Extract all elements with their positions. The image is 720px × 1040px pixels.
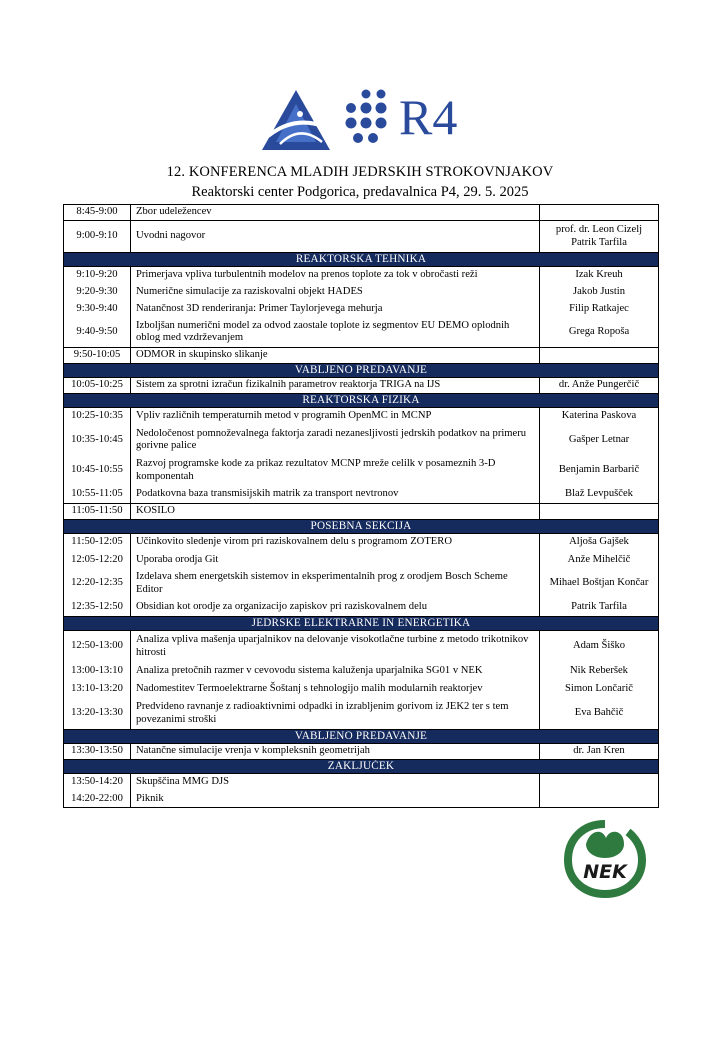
talk-title: Primerjava vpliva turbulentnih modelov na prenos toplote za tok v obročasti reži <box>136 269 478 281</box>
section-title: REAKTORSKA FIZIKA <box>64 394 659 408</box>
speaker-name: Jakob Justin <box>572 285 626 297</box>
time-slot: 10:45-10:55 <box>71 464 123 476</box>
speaker-name: Filip Ratkajec <box>569 302 629 314</box>
time-slot: 12:35-12:50 <box>71 601 123 613</box>
time-cell <box>64 631 131 730</box>
speaker-name: Patrik Tarfila <box>571 601 627 613</box>
talk-group-row <box>64 774 659 808</box>
talk-title: Natančnost 3D renderiranja: Primer Taylorjevega mehurja <box>136 302 383 314</box>
time-slot: 10:35-10:45 <box>71 434 123 446</box>
speaker-cell <box>540 408 659 504</box>
talk-title-cell: Zbor udeležencev <box>131 205 540 221</box>
time-slot: 10:25-10:35 <box>71 410 123 422</box>
time-slot: 13:50-14:20 <box>71 776 123 788</box>
talk-title-cell: Sistem za sprotni izračun fizikalnih parametrov reaktorja TRIGA na IJS <box>131 378 540 394</box>
speaker-name: Blaž Levpušček <box>565 488 633 500</box>
schedule-table <box>63 204 659 808</box>
section-header-row <box>64 730 659 744</box>
talk-group-row <box>64 408 659 504</box>
talk-title: Analiza pretočnih razmer v cevovodu sistema kaluženja uparjalnika SG01 v NEK <box>136 664 483 676</box>
talk-title: Podatkovna baza transmisijskih matrik za transport nevtronov <box>136 488 399 500</box>
time-slot: 13:20-13:30 <box>71 707 123 719</box>
time-cell <box>64 408 131 504</box>
speaker-name: Eva Bahčič <box>574 707 624 719</box>
speaker-name <box>542 791 656 808</box>
speaker-name: Nik Reberšek <box>570 664 628 676</box>
talk-group-row <box>64 267 659 348</box>
schedule-row <box>64 744 659 760</box>
section-title: VABLJENO PREDAVANJE <box>64 364 659 378</box>
page-title: 12. KONFERENCA MLADIH JEDRSKIH STROKOVNJAKOV <box>166 164 554 180</box>
speaker-name: Izak Kreuh <box>575 269 623 281</box>
speaker-name: Aljoša Gajšek <box>569 536 629 548</box>
schedule-row <box>64 348 659 364</box>
speaker-name <box>542 774 656 791</box>
nek-logo-icon <box>562 818 648 898</box>
speaker-cell <box>540 631 659 730</box>
section-header-row <box>64 364 659 378</box>
speaker-cell <box>540 267 659 348</box>
section-header-row <box>64 394 659 408</box>
talk-title: Predvideno ravnanje z radioaktivnimi odpadki in izrabljenim gorivom iz JEK2 ter s tem povezanimi stroški <box>136 701 509 725</box>
speaker-cell <box>540 205 659 221</box>
time-cell: 10:05-10:25 <box>64 378 131 394</box>
time-cell: 11:05-11:50 <box>64 504 131 520</box>
time-slot: 11:50-12:05 <box>71 536 123 548</box>
speaker-cell <box>540 348 659 364</box>
talk-title: Numerične simulacije za raziskovalni objekt HADES <box>136 285 363 297</box>
section-header-row <box>64 520 659 534</box>
r4-logo-text: R4 <box>399 89 458 145</box>
talk-title: Uporaba orodja Git <box>136 553 219 565</box>
talk-group-row <box>64 534 659 617</box>
speaker-name: Anže Mihelčič <box>567 553 631 565</box>
section-header-row <box>64 760 659 774</box>
schedule-row <box>64 378 659 394</box>
schedule-row <box>64 504 659 520</box>
time-slot: 12:05-12:20 <box>71 553 123 565</box>
speaker-name: Gašper Letnar <box>568 434 630 446</box>
talk-title-cell <box>131 774 540 808</box>
talk-group-row <box>64 631 659 730</box>
section-title: JEDRSKE ELEKTRARNE IN ENERGETIKA <box>64 617 659 631</box>
time-cell: 9:50-10:05 <box>64 348 131 364</box>
section-title: POSEBNA SEKCIJA <box>64 520 659 534</box>
time-slot: 14:20-22:00 <box>71 792 123 804</box>
talk-title: Vpliv različnih temperaturnih metod v programih OpenMC in MCNP <box>136 410 432 422</box>
schedule-body <box>64 205 659 808</box>
time-cell <box>64 267 131 348</box>
talk-title-cell: Natančne simulacije vrenja v kompleksnih geometrijah <box>131 744 540 760</box>
schedule-row <box>64 221 659 253</box>
speaker-name: Mihael Boštjan Končar <box>549 577 649 589</box>
section-header-row <box>64 617 659 631</box>
time-slot: 9:30-9:40 <box>76 302 118 314</box>
talk-title-cell <box>131 534 540 617</box>
talk-title-cell: Uvodni nagovor <box>131 221 540 253</box>
speaker-name: Benjamin Barbarič <box>558 464 640 476</box>
time-cell <box>64 774 131 808</box>
time-cell <box>64 534 131 617</box>
time-slot: 9:10-9:20 <box>76 269 118 281</box>
talk-title: Izdelava shem energetskih sistemov in eksperimentalnih prog z orodjem Bosch Scheme Editor <box>136 571 508 595</box>
talk-title: Obsidian kot orodje za organizacijo zapiskov pri raziskovalnem delu <box>136 601 428 613</box>
section-title: VABLJENO PREDAVANJE <box>64 730 659 744</box>
speaker-name: Katerina Paskova <box>561 410 637 422</box>
speaker-name: Grega Ropoša <box>568 325 630 337</box>
time-slot: 10:55-11:05 <box>71 488 123 500</box>
time-slot: 9:20-9:30 <box>76 285 118 297</box>
schedule-row <box>64 205 659 221</box>
talk-title: Nadomestitev Termoelektrarne Šoštanj s tehnologijo malih modularnih reaktorjev <box>136 682 483 694</box>
time-slot: 12:20-12:35 <box>71 577 123 589</box>
time-slot: 13:00-13:10 <box>71 664 123 676</box>
logo-banner <box>0 84 720 156</box>
section-header-row <box>64 253 659 267</box>
talk-title: Razvoj programske kode za prikaz rezultatov MCNP mreže celilk v posameznih 3-D komponentah <box>136 458 496 482</box>
talk-title-cell <box>131 267 540 348</box>
talk-title: Učinkovito sledenje virom pri raziskovalnem delu s programom ZOTERO <box>136 536 452 548</box>
talk-title: Izboljšan numerični model za odvod zaostale toplote iz segmentov EU DEMO oplodnih oblog med vzdrževanjem <box>136 319 510 344</box>
time-cell: 8:45-9:00 <box>64 205 131 221</box>
time-slot: 9:40-9:50 <box>76 325 118 337</box>
speaker-cell <box>540 534 659 617</box>
page-subtitle: Reaktorski center Podgorica, predavalnica P4, 29. 5. 2025 <box>191 184 529 200</box>
triangle-atom-logo-icon <box>262 90 330 150</box>
talk-title-cell <box>131 631 540 730</box>
speaker-name: Adam Šiško <box>572 640 626 652</box>
talk-title-cell <box>131 408 540 504</box>
section-title: REAKTORSKA TEHNIKA <box>64 253 659 267</box>
time-slot: 12:50-13:00 <box>71 640 123 652</box>
speaker-cell <box>540 774 659 808</box>
speaker-name: Simon Lončarič <box>565 682 633 694</box>
speaker-cell: prof. dr. Leon Cizelj Patrik Tarfila <box>540 221 659 253</box>
talk-title: Piknik <box>136 792 164 804</box>
nek-logo-text: NEK <box>583 861 627 883</box>
speaker-cell <box>540 504 659 520</box>
speaker-cell: dr. Anže Pungerčič <box>540 378 659 394</box>
time-cell: 13:30-13:50 <box>64 744 131 760</box>
speaker-cell: dr. Jan Kren <box>540 744 659 760</box>
time-cell: 9:00-9:10 <box>64 221 131 253</box>
talk-title: Skupščina MMG DJS <box>136 776 230 788</box>
r4-dots-logo-icon <box>346 90 387 144</box>
talk-title: Nedoločenost pomnoževalnega faktorja zaradi nezanesljivosti jedrskih podatkov na primeru gorivne palice <box>136 427 527 452</box>
talk-title-cell: KOSILO <box>131 504 540 520</box>
time-slot: 13:10-13:20 <box>71 682 123 694</box>
section-title: ZAKLJUČEK <box>64 760 659 774</box>
talk-title: Analiza vpliva mašenja uparjalnikov na delovanje visokotlačne turbine z metodo trikotnikov hitrosti <box>136 634 529 658</box>
talk-title-cell: ODMOR in skupinsko slikanje <box>131 348 540 364</box>
